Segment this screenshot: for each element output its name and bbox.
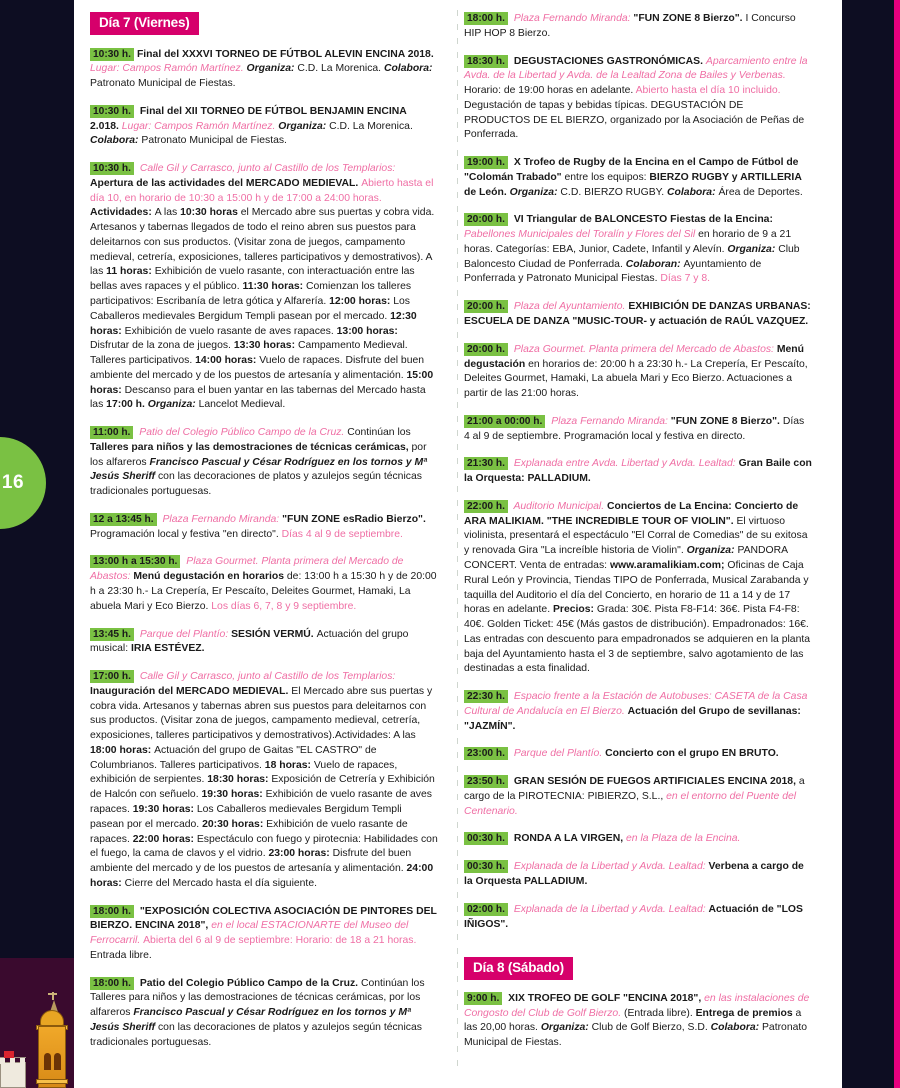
entry-text-run: Abierto hasta el día 10 incluido. — [635, 85, 781, 97]
entry-text-run: C.D. BIERZO RUGBY. — [560, 186, 668, 198]
entry-text-run: Final del XII TORNEO DE FÚTBOL BENJAMIN ENCINA 2.018. — [90, 105, 407, 132]
entry-text-run: EXHIBICIÓN DE DANZAS URBANAS: ESCUELA DE DANZA "MUSIC-TOUR- y actuación de RAÚL VAZQUEZ. — [464, 301, 811, 328]
entry-time-badge: 00:30 h. — [464, 832, 508, 845]
castle-battlement-icon — [0, 1062, 26, 1088]
entry-text-run: Parque del Plantío: — [136, 628, 232, 640]
program-entry — [90, 105, 438, 149]
entry-time-badge: 17:00 h. — [90, 670, 134, 683]
entry-time-badge: 20:00 h. — [464, 213, 508, 226]
entry-text-run: Exhibición de vuelo rasante, con interactuación entre las bellas aves rapaces y el público. — [90, 266, 415, 293]
entry-text-run: Francisco Pascual y César Rodríguez en los tornos y Mª Jesús Sheriff — [90, 456, 428, 483]
entry-text-run: Club Baloncesto Ciudad de Ponferrada. — [464, 243, 800, 270]
entry-text-run: 10:30 horas — [180, 207, 241, 219]
entry-text-run: Degustación de tapas y bebidas típicas. DEGUSTACIÓN DE PRODUCTOS DE EL BIERZO, organizado por la Asociación de Peñas de Ponferrada. — [464, 99, 805, 141]
entry-time-badge: 12 a 13:45 h. — [90, 513, 157, 526]
entry-text-run: a cargo de la PIROTECNIA: PIBIERZO, S.L., — [464, 776, 805, 802]
entry-text-run: Inauguración del MERCADO MEDIEVAL. — [90, 685, 292, 697]
entry-text-run: Días 7 y 8. — [660, 273, 711, 285]
entry-text-run: Continúan los — [347, 427, 411, 439]
entry-text-run: Colabora: — [90, 135, 142, 147]
entry-text-run: Calle Gil y Carrasco, junto al Castillo de los Templarios: — [136, 671, 396, 683]
right-entry-list — [464, 12, 812, 932]
entry-text-run: Organiza: — [275, 120, 330, 132]
entry-text-run: 18 horas: — [264, 759, 314, 771]
entry-time-badge: 13:45 h. — [90, 628, 134, 641]
entry-text-run: Lugar: Campos Ramón Martínez. — [90, 63, 247, 75]
day-header-dia7: Día 7 (Viernes) — [90, 12, 199, 35]
entry-text-run: 12:30 horas: — [90, 310, 417, 337]
entry-text-run: 13:30 horas: — [233, 340, 298, 352]
program-entry — [464, 156, 812, 200]
day-header-dia8: Día 8 (Sábado) — [464, 957, 573, 980]
entry-text-run: "FUN ZONE 8 Bierzo". — [670, 415, 783, 427]
program-entry — [90, 162, 438, 413]
entry-text-run: Oficinas de Caja Rural León y Provincia, Tiendas TIPO de Ponferrada, Musical Zarabanda y taquilla del Auditorio el día del Concierto, en horario de 11 a 14 y de 17 horas en adelante. — [464, 559, 809, 616]
entry-text-run: por los alfareros — [90, 441, 427, 468]
entry-text-run: RONDA A LA VIRGEN, — [510, 833, 627, 845]
program-entry — [464, 992, 812, 1051]
entry-text-run: 11:30 horas: — [242, 281, 307, 293]
entry-text-run: 15:00 horas: — [90, 369, 434, 396]
entry-text-run: Comienzan los talleres participativos: Escribanía de letra gótica y Alfarería. — [90, 281, 412, 307]
entry-text-run: Colabora: — [710, 1022, 762, 1034]
entry-text-run: 18:00 horas: — [90, 744, 155, 756]
entry-text-run: Los Caballeros medievales Bergidum Templi pasean por el mercado. — [90, 803, 402, 830]
program-entry — [464, 775, 812, 819]
entry-text-run: Abierto hasta el día 10, en horario de 10:30 a 15:00 h y de 17:00 a 24:00 horas. — [90, 177, 434, 204]
entry-text-run: Patio del Colegio Público Campo de la Cruz. — [136, 977, 361, 989]
program-sheet — [74, 0, 842, 1088]
right-column — [450, 0, 826, 1088]
entry-text-run: Días 4 al 9 de septiembre. — [281, 528, 403, 540]
right-margin-bar — [842, 0, 894, 1088]
entry-text-run: Lugar: Campos Ramón Martínez. — [118, 120, 276, 132]
entry-text-run: Explanada de la Libertad y Avda. Lealtad: — [510, 903, 709, 915]
entry-text-run: Francisco Pascual y César Rodríguez en los tornos y Mª Jesús Sheriff — [90, 1007, 411, 1033]
program-entry — [464, 415, 812, 445]
program-entry — [464, 500, 812, 677]
entry-text-run: Los Caballeros medievales Bergidum Templi pasean por el mercado. — [90, 296, 410, 322]
entry-time-badge: 10:30 h. — [90, 162, 134, 175]
entry-text-run: Disfrute del buen ambiente del mercado y de los puestos de artesanía y alimentación. — [90, 848, 412, 875]
entry-text-run: Días 4 al 9 de septiembre. Programación local y festiva en directo. — [464, 415, 805, 442]
entry-text-run: Menú degustación — [464, 343, 804, 370]
entry-time-badge: 18:00 h. — [90, 905, 134, 918]
entry-text-run: Explanada de la Libertad y Avda. Lealtad: — [510, 861, 709, 873]
program-entry — [90, 513, 438, 543]
entry-time-badge: 19:00 h. — [464, 156, 508, 169]
entry-text-run: Actuación del grupo musical: — [90, 628, 409, 655]
entry-text-run: "FUN ZONE 8 Bierzo". — [633, 13, 746, 24]
program-entry — [464, 300, 812, 330]
program-entry — [90, 977, 438, 1051]
entry-text-run: Precios: — [552, 604, 597, 616]
entry-text-run: 11 horas: — [106, 266, 155, 278]
entry-text-run: 22:00 horas: — [132, 833, 197, 845]
entry-text-run: X Trofeo de Rugby de la Encina en el Campo de Fútbol de "Colomán Trabado" — [464, 157, 799, 183]
margin-purple-block — [0, 958, 74, 1088]
entry-text-run: con las decoraciones de platos y azulejos según técnicas tradicionales portuguesas. — [90, 471, 422, 498]
entry-text-run: 14:00 horas: — [195, 355, 260, 367]
entry-text-run: Patronato Municipal de Fiestas. — [141, 135, 287, 147]
entry-time-badge: 18:30 h. — [464, 55, 508, 68]
entry-text-run: BIERZO RUGBY y ARTILLERIA de León. — [464, 171, 802, 198]
program-entry — [90, 48, 438, 92]
entry-time-badge: 22:30 h. — [464, 690, 508, 703]
entry-text-run: de: 13:00 h a 15:30 h y de 20:00 h a 23:30 h.- La Crepería, Er Pescaíto, Deleites Gourmet, Hamaki, La abuela Mari y Eco Bierzo. — [90, 571, 437, 612]
entry-text-run: Concierto con el grupo EN BRUTO. — [605, 748, 779, 760]
program-entry — [464, 55, 812, 144]
entry-text-run: Apertura de las actividades del MERCADO MEDIEVAL. — [90, 177, 362, 189]
entry-text-run: 23:00 horas: — [268, 848, 333, 860]
entry-text-run: Actividades: — [90, 207, 155, 219]
entry-text-run: 17:00 h. — [106, 399, 148, 411]
entry-time-badge: 9:00 h. — [464, 992, 502, 1005]
entry-text-run: Vuelo de rapaces, exhibición de serpientes. — [90, 759, 398, 786]
entry-text-run: SESIÓN VERMÚ. — [231, 628, 317, 640]
entry-text-run: 20:30 horas: — [202, 818, 267, 830]
entry-text-run: entre los equipos: — [564, 171, 650, 183]
program-entry — [464, 860, 812, 890]
entry-text-run: Patio del Colegio Público Campo de la Cruz. — [136, 427, 348, 439]
entry-text-run: Cierre del Mercado hasta el día siguiente. — [124, 877, 317, 889]
program-entry — [464, 747, 812, 762]
entry-time-badge: 23:50 h. — [464, 775, 508, 788]
entry-text-run: Vuelo de rapaces. Disfrute del buen ambiente del mercado y de los puestos de artesanía y alimentación. — [90, 355, 425, 381]
entry-text-run: en el local ESTACIONARTE del Museo del Ferrocarril. — [90, 920, 409, 947]
entry-time-badge: 21:30 h. — [464, 457, 508, 470]
entry-text-run: Organiza: — [246, 63, 298, 75]
entry-text-run: VI Triangular de BALONCESTO Fiestas de la Encina: — [510, 214, 773, 226]
entry-text-run: "EXPOSICIÓN COLECTIVA ASOCIACIÓN DE PINTORES DEL BIERZO. ENCINA 2018", — [90, 905, 437, 932]
entry-text-run: Descanso para el buen yantar en las tabernas del Mercado hasta las — [90, 384, 426, 411]
entry-text-run: Exhibición de vuelo rasante de rapaces. — [90, 818, 408, 845]
entry-text-run: Continúan los Talleres para niños y las demostraciones de técnicas cerámicas, por los alfareros — [90, 977, 425, 1019]
day8-entry-list — [464, 992, 812, 1051]
church-tower-illustration — [30, 992, 74, 1088]
entry-text-run: Los días 6, 7, 8 y 9 septiembre. — [211, 600, 357, 612]
entry-text-run: Plaza Fernando Miranda: — [510, 13, 634, 24]
program-entry — [90, 905, 438, 964]
program-entry — [90, 670, 438, 891]
entry-text-run: Abierta del 6 al 9 de septiembre: Horario: de 18 a 21 horas. — [143, 935, 417, 947]
entry-text-run: Espacio frente a la Estación de Autobuses: CASETA de la Casa Cultural de Andalucía en El Bierzo. — [464, 691, 808, 717]
program-entry — [90, 628, 438, 658]
entry-text-run: DEGUSTACIONES GASTRONÓMICAS. — [510, 55, 706, 67]
program-entry — [464, 12, 812, 42]
entry-text-run: 19:30 horas: — [201, 789, 266, 801]
left-entry-list — [90, 48, 438, 1051]
entry-text-run: Entrada libre. — [90, 949, 152, 961]
entry-text-run: Campamento Medieval. Talleres participativos. — [90, 340, 408, 367]
entry-text-run: www.aramalikiam.com; — [609, 559, 728, 571]
entry-text-run: en las instalaciones de Congosto del Club de Golf Bierzo. — [464, 992, 810, 1019]
entry-text-run: Calle Gil y Carrasco, junto al Castillo de los Templarios: — [136, 163, 396, 175]
entry-text-run: Patronato Municipal de Fiestas. — [464, 1022, 808, 1049]
entry-text-run: Final del XXXVI TORNEO DE FÚTBOL ALEVIN ENCINA 2018. — [136, 48, 434, 60]
program-entry — [90, 555, 438, 614]
entry-text-run: Plaza Fernando Miranda: — [159, 513, 283, 525]
entry-text-run: 24:00 horas: — [90, 863, 434, 889]
entry-text-run: Conciertos de La Encina: Concierto de ARA MALIKIAM. "THE INCREDIBLE TOUR OF VIOLIN". — [464, 500, 799, 527]
entry-text-run: Menú degustación en horarios — [133, 571, 287, 583]
entry-text-run: XIX TROFEO DE GOLF "ENCINA 2018", — [505, 992, 705, 1004]
entry-text-run: Ayuntamiento de Ponferrada y Patronato Municipal Fiestas. — [464, 258, 762, 285]
program-entry — [464, 343, 812, 402]
entry-text-run: en el entorno del Puente del Centenario. — [464, 790, 797, 817]
entry-text-run: Programación local y festiva "en directo". — [90, 528, 282, 540]
entry-time-badge: 10:30 h. — [90, 48, 134, 61]
entry-text-run: Área de Deportes. — [718, 186, 803, 198]
entry-text-run: Plaza del Ayuntamiento. — [510, 301, 629, 313]
program-entry — [90, 426, 438, 500]
entry-text-run: Exhibición de vuelo rasante de aves rapaces. — [124, 325, 337, 337]
entry-text-run: con las decoraciones de platos y azulejos según técnicas tradicionales portuguesas. — [90, 1021, 422, 1048]
entry-text-run: Plaza Gourmet. Planta primera del Mercado de Abastos: — [90, 556, 404, 583]
entry-text-run: 18:30 horas: — [207, 774, 272, 786]
entry-text-run: El virtuoso violinista, presentará el espectáculo "El Corral de Comedias" de su exitosa y renovada Gira "La increíble historia de Violin". — [464, 515, 808, 557]
left-margin-bar — [0, 0, 74, 1088]
program-entry — [464, 903, 812, 933]
entry-text-run: Actuación de "LOS IÑIGOS". — [464, 903, 803, 930]
right-edge-stripe — [894, 0, 900, 1088]
entry-text-run: Organiza: — [509, 186, 561, 198]
entry-time-badge: 13:00 h a 15:30 h. — [90, 555, 180, 568]
entry-text-run: Pabellones Municipales del Toralín y Flores del Sil — [464, 229, 699, 241]
entry-text-run: Plaza Fernando Miranda: — [548, 415, 671, 427]
entry-time-badge: 10:30 h. — [90, 105, 134, 118]
entry-text-run: "FUN ZONE esRadio Bierzo". — [282, 513, 426, 525]
entry-text-run: Grada: 30€. Pista F8-F14: 36€. Pista F4-F8: 40€. Golden Ticket: 45€ (Más gastos de distribución). Empadronados: 16€. Las entradas con descuento para empadronados se adquieren en la planta baja del Ayuntamiento hasta el 3 de septiembre, salvo agotamiento de las destinadas a esta finalidad. — [464, 604, 811, 675]
entry-time-badge: 21:00 a 00:00 h. — [464, 415, 545, 428]
entry-text-run: Exposición de Cetrería y Exhibición de Halcón con señuelo. — [90, 774, 435, 801]
entry-text-run: en horarios de: 20:00 h a 23:30 h.- La Crepería, Er Pescaíto, Deleites Gourmet, Hamaki, La abuela Mari y Eco Bierzo. Actuaciones a partir de las 21:00 horas. — [464, 358, 808, 400]
entry-text-run: Espectáculo con fuego y pirotecnia: Habilidades con el fuego, la cama de clavos y el vidrio. — [90, 833, 438, 860]
entry-text-run: Patronato Municipal de Fiestas. — [90, 78, 236, 90]
entry-text-run: Exhibición de vuelo rasante de aves rapaces. — [90, 789, 432, 815]
program-entry — [464, 832, 812, 847]
entry-text-run: C.D. La Morenica. — [329, 120, 413, 132]
entry-time-badge: 20:00 h. — [464, 300, 508, 313]
entry-text-run: Plaza Gourmet. Planta primera del Mercado de Abastos: — [510, 343, 777, 355]
page-number: 16 — [1, 472, 25, 493]
entry-time-badge: 00:30 h. — [464, 860, 508, 873]
entry-text-run: Organiza: — [147, 399, 199, 411]
entry-text-run: PANDORA CONCERT. Venta de entradas: — [464, 545, 788, 571]
entry-time-badge: 11:00 h. — [90, 426, 133, 439]
program-entry — [464, 213, 812, 287]
entry-text-run: 12:00 horas: — [329, 296, 394, 307]
entry-text-run: 19:30 horas: — [132, 803, 197, 815]
entry-text-run: Aparcamiento entre la Avda. de la Libertad y Avda. de la Lealtad Zona de Bailes y Verbenas. — [464, 55, 808, 82]
entry-text-run: Verbena a cargo de la Orquesta PALLADIUM. — [464, 861, 804, 887]
entry-text-run: el Mercado abre sus puertas y cobra vida. Artesanos y tabernas llegados de todo el reino abren sus puestos para deleitarnos con sus productos. (Visitar zona de juegos, campamento medieval, cetrería, exposiciones, talleres participativos y demostrativos). A las — [90, 207, 435, 278]
entry-text-run: IRIA ESTÉVEZ. — [131, 643, 205, 655]
entry-text-run: Organiza: — [686, 545, 738, 557]
entry-text-run: Explanada entre Avda. Libertad y Avda. Lealtad: — [510, 458, 739, 470]
entry-text-run: Organiza: — [727, 243, 779, 255]
entry-time-badge: 18:00 h. — [464, 12, 508, 25]
entry-text-run: Horario: de 19:00 horas en adelante. — [464, 85, 636, 97]
entry-text-run: El Mercado abre sus puertas y cobra vida. Artesanos y tabernas abren sus puestos para deleitarnos con sus productos. (Visitar zona de juegos, campamento medieval, cetrería, exposiciones, talleres participativos y demostrativos).Actividades: A las — [90, 685, 433, 742]
program-entry — [464, 457, 812, 487]
entry-text-run: Gran Baile con la Orquesta: PALLADIUM. — [464, 458, 812, 485]
entry-text-run: Auditorio Municipal. — [510, 500, 608, 512]
program-entry — [464, 690, 812, 734]
entry-text-run: Parque del Plantío. — [510, 748, 606, 760]
entry-text-run: Colabora: — [667, 186, 719, 198]
entry-text-run: I Concurso HIP HOP 8 Bierzo. — [464, 13, 796, 39]
entry-text-run: Club de Golf Bierzo, S.D. — [591, 1022, 711, 1034]
entry-time-badge: 22:00 h. — [464, 500, 508, 513]
entry-text-run: Disfrutar de la zona de juegos. — [90, 340, 234, 352]
entry-text-run: (Entrada libre). — [624, 1007, 696, 1019]
entry-text-run: Organiza: — [540, 1022, 592, 1034]
entry-text-run: Actuación del Grupo de sevillanas: "JAZMÍN". — [464, 705, 801, 732]
entry-text-run: C.D. La Morenica. — [297, 63, 384, 75]
entry-text-run: 13:00 horas: — [336, 325, 398, 337]
entry-time-badge: 23:00 h. — [464, 747, 508, 760]
red-flag-icon — [4, 1051, 14, 1058]
entry-text-run: Entrega de premios — [695, 1007, 796, 1019]
entry-text-run: Actuación del grupo de Gaitas "EL CASTRO" de Columbrianos. Talleres participativos. — [90, 744, 377, 771]
entry-text-run: Colaboran: — [625, 258, 684, 270]
entry-text-run: GRAN SESIÓN DE FUEGOS ARTIFICIALES ENCINA 2018, — [510, 776, 799, 788]
entry-text-run: Talleres para niños y las demostraciones de técnicas cerámicas, — [90, 441, 412, 453]
entry-text-run: en horario de 9 a 21 horas. Categorías: EBA, Junior, Cadete, Infantil y Alevín. — [464, 229, 792, 255]
entry-time-badge: 20:00 h. — [464, 343, 508, 356]
entry-text-run: en la Plaza de la Encina. — [626, 833, 741, 845]
entry-text-run: A las — [154, 207, 181, 219]
entry-text-run: Lancelot Medieval. — [198, 399, 286, 411]
entry-time-badge: 02:00 h. — [464, 903, 508, 916]
left-column — [74, 0, 450, 1088]
entry-text-run: Colabora: — [383, 63, 433, 75]
entry-time-badge: 18:00 h. — [90, 977, 134, 990]
entry-text-run: a las 20,00 horas. — [464, 1007, 802, 1034]
